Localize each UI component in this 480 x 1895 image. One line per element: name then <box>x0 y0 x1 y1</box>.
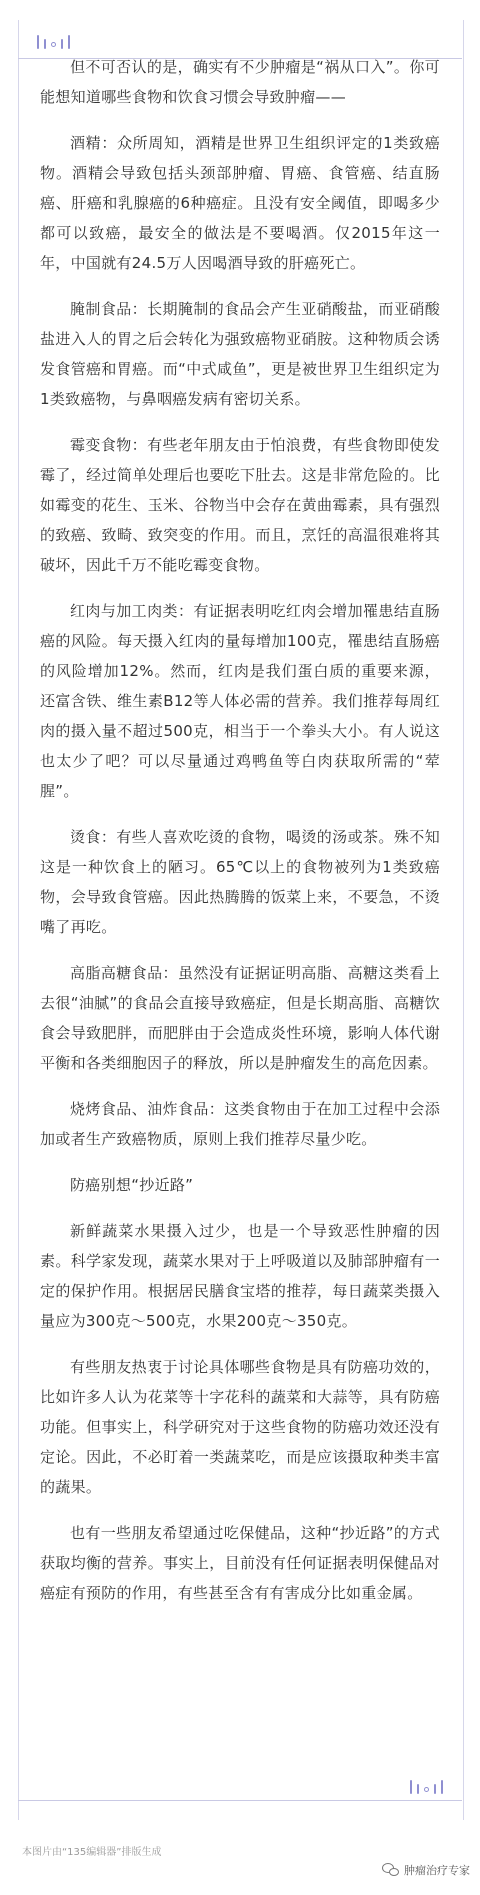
paragraph-intro: 但不可否认的是，确实有不少肿瘤是“祸从口入”。你可能想知道哪些食物和饮食习惯会导致肿瘤—— <box>40 58 440 106</box>
paragraph-alcohol: 酒精：众所周知，酒精是世界卫生组织评定的1类致癌物。酒精会导致包括头颈部肿瘤、胃癌、食管癌、结直肠癌、肝癌和乳腺癌的6种癌症。且没有安全阈值，即喝多少都可以致癌，最安全的做法是不要喝酒。仅2015年这一年，中国就有24.5万人因喝酒导致的肝癌死亡。 <box>40 134 440 272</box>
paragraph-vegetables: 新鲜蔬菜水果摄入过少，也是一个导致恶性肿瘤的因素。科学家发现，蔬菜水果对于上呼吸道以及肺部肿瘤有一定的保护作用。根据居民膳食宝塔的推荐，每日蔬菜类摄入量应为300克～500克，水果200克～350克。 <box>40 1222 440 1330</box>
brand-watermark <box>382 1862 470 1878</box>
bottom-right-ornament <box>410 1780 443 1794</box>
brand-label: 肿瘤治疗专家 <box>404 1864 470 1877</box>
paragraph-hot-food: 烫食：有些人喜欢吃烫的食物，喝烫的汤或茶。殊不知这是一种饮食上的陋习。65℃以上的食物被列为1类致癌物，会导致食管癌。因此热腾腾的饭菜上来，不要急，不烫嘴了再吃。 <box>40 828 440 936</box>
paragraph-moldy-food: 霉变食物：有些老年朋友由于怕浪费，有些食物即使发霉了，经过简单处理后也要吃下肚去。这是非常危险的。比如霉变的花生、玉米、谷物当中会存在黄曲霉素，具有强烈的致癌、致畸、致突变的作用。而且，烹饪的高温很难将其破坏，因此千万不能吃霉变食物。 <box>40 436 440 574</box>
wechat-icon <box>382 1863 400 1877</box>
section-heading: 防癌别想“抄近路” <box>70 1176 194 1194</box>
paragraph-red-meat: 红肉与加工肉类：有证据表明吃红肉会增加罹患结直肠癌的风险。每天摄入红肉的量每增加100克，罹患结直肠癌的风险增加12%。然而，红肉是我们蛋白质的重要来源，还富含铁、维生素B12等人体必需的营养。我们推荐每周红肉的摄入量不超过500克，相当于一个拳头大小。有人说这也太少了吧？可以尽量通过鸡鸭鱼等白肉获取所需的“荤腥”。 <box>40 602 440 800</box>
paragraph-bbq-fried: 烧烤食品、油炸食品：这类食物由于在加工过程中会添加或者生产致癌物质，原则上我们推荐尽量少吃。 <box>40 1100 440 1148</box>
bottom-divider <box>18 1800 462 1801</box>
paragraph-high-fat-sugar: 高脂高糖食品：虽然没有证据证明高脂、高糖这类看上去很“油腻”的食品会直接导致癌症，但是长期高脂、高糖饮食会导致肥胖，而肥胖由于会造成炎性环境，影响人体代谢平衡和各类细胞因子的释放，所以是肿瘤发生的高危因素。 <box>40 964 440 1072</box>
paragraph-pickled-food: 腌制食品：长期腌制的食品会产生亚硝酸盐，而亚硝酸盐进入人的胃之后会转化为强致癌物亚硝胺。这种物质会诱发食管癌和胃癌。而“中式咸鱼”，更是被世界卫生组织定为1类致癌物，与鼻咽癌发病有密切关系。 <box>40 300 440 408</box>
article-body <box>40 52 440 1624</box>
paragraph-supplements: 也有一些朋友希望通过吃保健品，这种“抄近路”的方式获取均衡的营养。事实上，目前没有任何证据表明保健品对癌症有预防的作用，有些甚至含有有害成分比如重金属。 <box>40 1524 440 1602</box>
top-left-ornament <box>37 35 70 49</box>
paragraph-anticancer-foods: 有些朋友热衷于讨论具体哪些食物是具有防癌功效的，比如许多人认为花菜等十字花科的蔬菜和大蒜等，具有防癌功能。但事实上，科学研究对于这些食物的防癌功效还没有定论。因此，不必盯着一类蔬菜吃，而是应该摄取种类丰富的蔬果。 <box>40 1358 440 1496</box>
editor-credit: 本图片由“135编辑器”排版生成 <box>22 1847 162 1858</box>
